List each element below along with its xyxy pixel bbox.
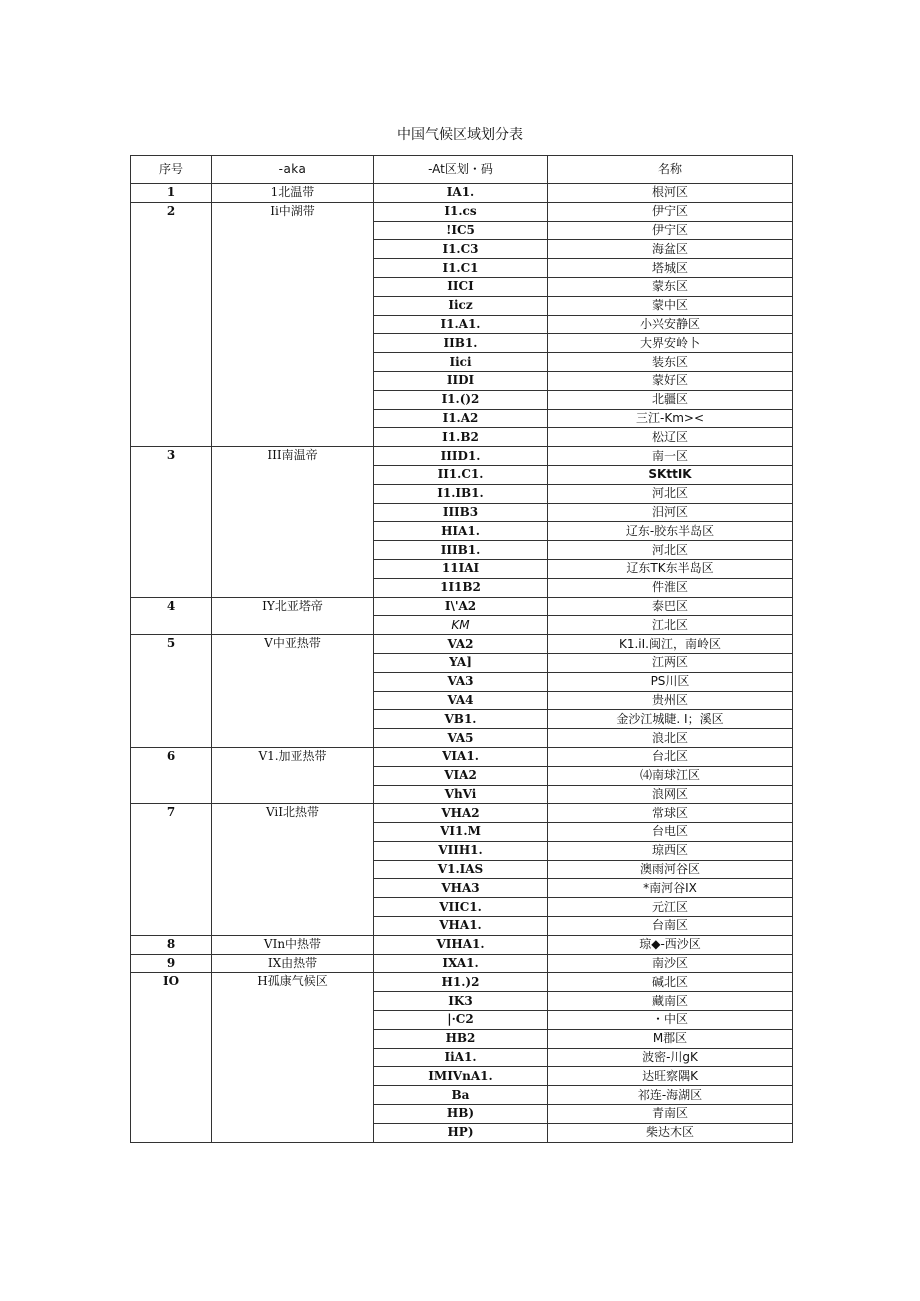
cell-seq: 7 — [131, 804, 212, 936]
cell-zone: III南温帝 — [212, 447, 374, 597]
cell-code: VB1. — [374, 710, 548, 729]
cell-code: 11IAI — [374, 559, 548, 578]
cell-code: KM — [374, 616, 548, 635]
cell-name: 藏南区 — [548, 992, 793, 1011]
cell-seq: 9 — [131, 954, 212, 973]
cell-code: HP) — [374, 1123, 548, 1142]
cell-name: M郡区 — [548, 1029, 793, 1048]
cell-name: 碱北区 — [548, 973, 793, 992]
table-row — [131, 597, 793, 616]
cell-name: 琼◆-西沙区 — [548, 935, 793, 954]
cell-name: 波密-川gK — [548, 1048, 793, 1067]
cell-name: ⑷南球江区 — [548, 766, 793, 785]
cell-seq: IO — [131, 973, 212, 1142]
table-row — [131, 954, 793, 973]
cell-code: I\'A2 — [374, 597, 548, 616]
cell-name: 塔城区 — [548, 259, 793, 278]
header-zone: -aka — [212, 156, 374, 184]
cell-code: IIIB3 — [374, 503, 548, 522]
cell-name: 台南区 — [548, 917, 793, 936]
page-title: 中国气候区域划分表 — [397, 127, 523, 143]
cell-zone: V1.加亚热带 — [212, 747, 374, 803]
cell-code: I1.B2 — [374, 428, 548, 447]
cell-code: VHA1. — [374, 917, 548, 936]
cell-code: YA] — [374, 653, 548, 672]
cell-name: 伊宁区 — [548, 202, 793, 221]
table-row — [131, 747, 793, 766]
cell-name: K1.iI.闽江，南岭区 — [548, 635, 793, 654]
cell-name: 松辽区 — [548, 428, 793, 447]
cell-code: I1.A1. — [374, 315, 548, 334]
cell-code: |·C2 — [374, 1011, 548, 1030]
cell-name: 澳雨河谷区 — [548, 860, 793, 879]
cell-code: I1.C1 — [374, 259, 548, 278]
cell-name: 南一区 — [548, 447, 793, 466]
cell-name: 泰巴区 — [548, 597, 793, 616]
cell-zone: VIn中热带 — [212, 935, 374, 954]
header-name: 名称 — [548, 156, 793, 184]
cell-code: VA4 — [374, 691, 548, 710]
cell-code: HB2 — [374, 1029, 548, 1048]
cell-name: 台北区 — [548, 747, 793, 766]
cell-zone: IX由热带 — [212, 954, 374, 973]
cell-name: 蒙中区 — [548, 296, 793, 315]
cell-code: II1.C1. — [374, 465, 548, 484]
header-code: -At区划・码 — [374, 156, 548, 184]
header-seq: 序号 — [131, 156, 212, 184]
cell-code: IICI — [374, 277, 548, 296]
cell-code: IA1. — [374, 184, 548, 203]
cell-seq: 8 — [131, 935, 212, 954]
table-body — [131, 184, 793, 1143]
cell-name: 蒙好区 — [548, 371, 793, 390]
table-row — [131, 804, 793, 823]
cell-seq: 2 — [131, 202, 212, 446]
cell-name: 琼西区 — [548, 841, 793, 860]
cell-name: 河北区 — [548, 541, 793, 560]
cell-zone: IY北亚塔帝 — [212, 597, 374, 635]
cell-name: PS川区 — [548, 672, 793, 691]
cell-name: 江两区 — [548, 653, 793, 672]
table-row — [131, 973, 793, 992]
cell-code: V1.IAS — [374, 860, 548, 879]
cell-code: HIA1. — [374, 522, 548, 541]
cell-name: 浪北区 — [548, 729, 793, 748]
cell-code: VhVi — [374, 785, 548, 804]
cell-code: IK3 — [374, 992, 548, 1011]
cell-name: 辽东TK东半岛区 — [548, 559, 793, 578]
cell-code: I1.()2 — [374, 390, 548, 409]
cell-code: VIIC1. — [374, 898, 548, 917]
cell-code: Iici — [374, 353, 548, 372]
cell-name: 元江区 — [548, 898, 793, 917]
table-row — [131, 184, 793, 203]
cell-code: VIA1. — [374, 747, 548, 766]
cell-name: 大界安岭卜 — [548, 334, 793, 353]
cell-seq: 4 — [131, 597, 212, 635]
cell-name: 常球区 — [548, 804, 793, 823]
cell-code: VHA2 — [374, 804, 548, 823]
table-row — [131, 635, 793, 654]
cell-name: 蒙东区 — [548, 277, 793, 296]
cell-code: VIA2 — [374, 766, 548, 785]
cell-name: 小兴安静区 — [548, 315, 793, 334]
cell-name: 达旺察隅K — [548, 1067, 793, 1086]
climate-zone-table — [130, 155, 793, 1143]
cell-code: 1I1B2 — [374, 578, 548, 597]
cell-code: I1.A2 — [374, 409, 548, 428]
table-row — [131, 447, 793, 466]
cell-zone: H孤康气候区 — [212, 973, 374, 1142]
cell-name: 装东区 — [548, 353, 793, 372]
cell-code: H1.)2 — [374, 973, 548, 992]
cell-name: 根河区 — [548, 184, 793, 203]
cell-name: 南沙区 — [548, 954, 793, 973]
cell-name: 汨河区 — [548, 503, 793, 522]
cell-code: I1.IB1. — [374, 484, 548, 503]
cell-name: 北疆区 — [548, 390, 793, 409]
cell-code: VA3 — [374, 672, 548, 691]
cell-name: 青南区 — [548, 1105, 793, 1124]
cell-code: !IC5 — [374, 221, 548, 240]
cell-name: 件淮区 — [548, 578, 793, 597]
cell-code: IIB1. — [374, 334, 548, 353]
cell-code: IIID1. — [374, 447, 548, 466]
cell-name: 三江-Km>< — [548, 409, 793, 428]
cell-name: 贵州区 — [548, 691, 793, 710]
cell-name: *南河谷IX — [548, 879, 793, 898]
cell-code: I1.C3 — [374, 240, 548, 259]
cell-code: IIDI — [374, 371, 548, 390]
cell-seq: 3 — [131, 447, 212, 597]
cell-name: 台电区 — [548, 823, 793, 842]
cell-code: VI1.M — [374, 823, 548, 842]
table-row — [131, 935, 793, 954]
cell-code: VHA3 — [374, 879, 548, 898]
cell-name: 伊宁区 — [548, 221, 793, 240]
cell-code: VIHA1. — [374, 935, 548, 954]
cell-name: SKttIK — [548, 465, 793, 484]
cell-zone: 1北温带 — [212, 184, 374, 203]
cell-name: 江北区 — [548, 616, 793, 635]
cell-code: IIIB1. — [374, 541, 548, 560]
cell-code: VA2 — [374, 635, 548, 654]
cell-name: 柴达木区 — [548, 1123, 793, 1142]
table-row — [131, 202, 793, 221]
cell-code: IXA1. — [374, 954, 548, 973]
cell-seq: 5 — [131, 635, 212, 748]
cell-name: 辽东-胶东半岛区 — [548, 522, 793, 541]
cell-seq: 6 — [131, 747, 212, 803]
cell-code: IMIVnA1. — [374, 1067, 548, 1086]
table-header-row — [131, 156, 793, 184]
cell-code: Iicz — [374, 296, 548, 315]
cell-code: IiA1. — [374, 1048, 548, 1067]
cell-code: VA5 — [374, 729, 548, 748]
cell-name: 金沙江城睫. I；溪区 — [548, 710, 793, 729]
cell-name: 浪网区 — [548, 785, 793, 804]
cell-name: 祁连-海湖区 — [548, 1086, 793, 1105]
cell-zone: V中亚热带 — [212, 635, 374, 748]
cell-code: Ba — [374, 1086, 548, 1105]
cell-seq: 1 — [131, 184, 212, 203]
cell-zone: Ii中湖带 — [212, 202, 374, 446]
cell-name: 海盆区 — [548, 240, 793, 259]
cell-name: ・中区 — [548, 1011, 793, 1030]
cell-code: HB) — [374, 1105, 548, 1124]
cell-zone: ViI北热带 — [212, 804, 374, 936]
cell-name: 河北区 — [548, 484, 793, 503]
cell-code: I1.cs — [374, 202, 548, 221]
cell-code: VIIH1. — [374, 841, 548, 860]
